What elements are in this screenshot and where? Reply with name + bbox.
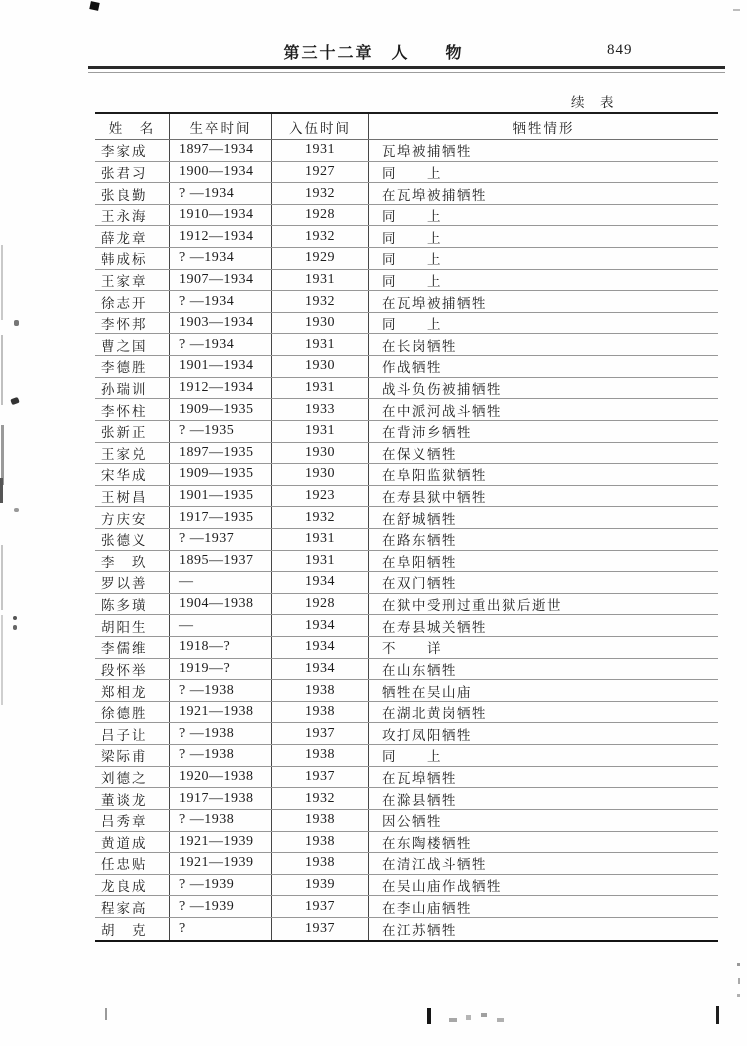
- scan-artifact: [737, 963, 740, 966]
- cell-name: 李怀柱: [101, 403, 148, 419]
- cell-enlisted: 1934: [271, 572, 368, 593]
- cell-enlisted: 1930: [271, 356, 368, 377]
- cell-enlisted: 1923: [271, 486, 368, 507]
- cell-dates: ? —1939: [169, 896, 271, 917]
- cell-fate: 在吴山庙作战牺牲: [368, 875, 718, 896]
- column-header: 姓 名: [108, 120, 156, 136]
- cell-enlisted: 1930: [271, 464, 368, 485]
- scan-artifact: [0, 478, 3, 503]
- cell-dates: ? —1938: [169, 680, 271, 701]
- page-number: 849: [607, 42, 633, 58]
- cell-name: 张君习: [101, 165, 148, 181]
- cell-name: 张良勤: [101, 187, 148, 203]
- cell-dates: 1895—1937: [169, 551, 271, 572]
- table-row: [95, 443, 718, 465]
- table-row: [95, 788, 718, 810]
- scan-artifact: [1, 245, 3, 320]
- cell-dates: —: [169, 572, 271, 593]
- cell-dates: 1919—?: [169, 659, 271, 680]
- table-row: [95, 421, 718, 443]
- column-header: 牺牲情形: [368, 114, 718, 139]
- table-row: [95, 680, 718, 702]
- cell-name: 李 玖: [101, 554, 148, 570]
- table-row: [95, 378, 718, 400]
- cell-name: 刘德之: [101, 770, 148, 786]
- cell-name: 王家兑: [101, 446, 148, 462]
- table-row: [95, 832, 718, 854]
- cell-dates: ? —1934: [169, 334, 271, 355]
- cell-fate: 在保义牺牲: [368, 443, 718, 464]
- cell-enlisted: 1931: [271, 140, 368, 161]
- cell-fate: 攻打凤阳牺牲: [368, 723, 718, 744]
- scan-artifact: [427, 1008, 431, 1024]
- cell-fate: 在双门牺牲: [368, 572, 718, 593]
- table-row: [95, 248, 718, 270]
- table-row: [95, 529, 718, 551]
- cell-name: 任忠贴: [101, 857, 148, 873]
- cell-enlisted: 1934: [271, 615, 368, 636]
- scan-artifact: [716, 1006, 719, 1024]
- cell-fate: 在瓦埠被捕牺牲: [368, 183, 718, 204]
- cell-fate: 在中派河战斗牺牲: [368, 399, 718, 420]
- table-row: [95, 810, 718, 832]
- cell-dates: ? —1934: [169, 291, 271, 312]
- cell-name: 陈多璜: [101, 598, 148, 614]
- cell-enlisted: 1931: [271, 551, 368, 572]
- cell-dates: ? —1937: [169, 529, 271, 550]
- scan-artifact: [1, 615, 3, 705]
- cell-enlisted: 1931: [271, 421, 368, 442]
- table-row: [95, 659, 718, 681]
- cell-enlisted: 1931: [271, 270, 368, 291]
- table-row: [95, 507, 718, 529]
- table-row: [95, 853, 718, 875]
- cell-fate: 在山东牺牲: [368, 659, 718, 680]
- cell-dates: ? —1934: [169, 248, 271, 269]
- cell-dates: 1897—1935: [169, 443, 271, 464]
- cell-fate: 同 上: [368, 162, 718, 183]
- cell-name: 吕子让: [101, 727, 148, 743]
- scan-artifact: [1, 425, 4, 485]
- cell-name: 徐德胜: [101, 706, 148, 722]
- cell-enlisted: 1934: [271, 659, 368, 680]
- table-row: [95, 615, 718, 637]
- table-row: [95, 637, 718, 659]
- cell-fate: 在湖北黄岗牺牲: [368, 702, 718, 723]
- table-row: [95, 551, 718, 573]
- chapter-title: 第三十二章 人 物: [283, 45, 464, 62]
- cell-dates: 1909—1935: [169, 464, 271, 485]
- table-row: [95, 723, 718, 745]
- table-row: [95, 205, 718, 227]
- cell-enlisted: 1937: [271, 723, 368, 744]
- cell-dates: 1921—1938: [169, 702, 271, 723]
- cell-name: 张德义: [101, 533, 148, 549]
- cell-dates: 1912—1934: [169, 226, 271, 247]
- cell-enlisted: 1929: [271, 248, 368, 269]
- scan-artifact: [1, 335, 3, 405]
- cell-dates: ? —1935: [169, 421, 271, 442]
- cell-name: 龙良成: [101, 879, 148, 895]
- cell-name: 李怀邦: [101, 317, 148, 333]
- cell-fate: 在狱中受刑过重出狱后逝世: [368, 594, 718, 615]
- table-row: [95, 572, 718, 594]
- scan-artifact: [1, 545, 3, 610]
- continuation-label: 续 表: [571, 95, 615, 110]
- cell-enlisted: 1932: [271, 183, 368, 204]
- cell-name: 韩成标: [101, 252, 148, 268]
- cell-dates: —: [169, 615, 271, 636]
- scan-artifact: [481, 1013, 487, 1017]
- cell-dates: 1901—1935: [169, 486, 271, 507]
- cell-name: 张新正: [101, 425, 148, 441]
- table-row: [95, 486, 718, 508]
- cell-name: 李儒维: [101, 641, 148, 657]
- cell-fate: 在李山庙牺牲: [368, 896, 718, 917]
- cell-enlisted: 1932: [271, 291, 368, 312]
- cell-fate: 同 上: [368, 248, 718, 269]
- table-header-row: [95, 114, 718, 140]
- cell-fate: 在寿县城关牺牲: [368, 615, 718, 636]
- cell-fate: 同 上: [368, 313, 718, 334]
- cell-name: 李德胜: [101, 360, 148, 376]
- cell-dates: 1921—1939: [169, 832, 271, 853]
- cell-name: 方庆安: [101, 511, 148, 527]
- cell-fate: 在江苏牺牲: [368, 918, 718, 940]
- scan-artifact: [10, 397, 20, 405]
- cell-dates: 1917—1935: [169, 507, 271, 528]
- table-row: [95, 162, 718, 184]
- cell-name: 梁际甫: [101, 749, 148, 765]
- cell-fate: 在长岗牺牲: [368, 334, 718, 355]
- cell-fate: 在寿县狱中牺牲: [368, 486, 718, 507]
- cell-enlisted: 1931: [271, 529, 368, 550]
- cell-fate: 战斗负伤被捕牺牲: [368, 378, 718, 399]
- cell-fate: 牺牲在吴山庙: [368, 680, 718, 701]
- cell-enlisted: 1938: [271, 702, 368, 723]
- cell-fate: 瓦埠被捕牺牲: [368, 140, 718, 161]
- cell-dates: 1897—1934: [169, 140, 271, 161]
- cell-enlisted: 1932: [271, 507, 368, 528]
- table-row: [95, 270, 718, 292]
- cell-fate: 在东陶楼牺牲: [368, 832, 718, 853]
- cell-name: 程家高: [101, 900, 148, 916]
- cell-dates: ? —1938: [169, 810, 271, 831]
- scan-artifact: [466, 1015, 471, 1020]
- cell-enlisted: 1937: [271, 896, 368, 917]
- cell-dates: 1909—1935: [169, 399, 271, 420]
- cell-fate: 在瓦埠牺牲: [368, 767, 718, 788]
- table-row: [95, 702, 718, 724]
- cell-fate: 因公牺牲: [368, 810, 718, 831]
- cell-name: 孙瑞训: [101, 382, 148, 397]
- scan-artifact: [737, 994, 740, 997]
- cell-dates: ? —1934: [169, 183, 271, 204]
- table-row: [95, 594, 718, 616]
- cell-fate: 在阜阳牺牲: [368, 551, 718, 572]
- cell-enlisted: 1934: [271, 637, 368, 658]
- cell-dates: 1920—1938: [169, 767, 271, 788]
- cell-dates: 1901—1934: [169, 356, 271, 377]
- cell-fate: 不 详: [368, 637, 718, 658]
- cell-enlisted: 1937: [271, 767, 368, 788]
- scan-artifact: [89, 1, 99, 11]
- cell-dates: 1921—1939: [169, 853, 271, 874]
- cell-enlisted: 1931: [271, 378, 368, 399]
- table-row: [95, 399, 718, 421]
- scan-artifact: [105, 1008, 107, 1020]
- martyrs-table: [95, 112, 718, 942]
- scan-artifact: [449, 1018, 457, 1022]
- cell-fate: 在阜阳监狱牺牲: [368, 464, 718, 485]
- cell-enlisted: 1938: [271, 680, 368, 701]
- cell-fate: 在清江战斗牺牲: [368, 853, 718, 874]
- table-row: [95, 183, 718, 205]
- table-row: [95, 896, 718, 918]
- cell-enlisted: 1938: [271, 745, 368, 766]
- cell-enlisted: 1932: [271, 788, 368, 809]
- cell-enlisted: 1937: [271, 918, 368, 940]
- cell-dates: ? —1939: [169, 875, 271, 896]
- cell-dates: 1910—1934: [169, 205, 271, 226]
- cell-dates: 1912—1934: [169, 378, 271, 399]
- cell-fate: 作战牺牲: [368, 356, 718, 377]
- cell-fate: 在瓦埠被捕牺牲: [368, 291, 718, 312]
- cell-fate: 同 上: [368, 226, 718, 247]
- cell-enlisted: 1938: [271, 810, 368, 831]
- table-row: [95, 334, 718, 356]
- cell-enlisted: 1930: [271, 443, 368, 464]
- scan-artifact: [738, 978, 740, 984]
- scan-artifact: [13, 625, 17, 630]
- cell-name: 郑相龙: [101, 684, 148, 700]
- column-header: 入伍时间: [271, 114, 368, 139]
- cell-name: 曹之国: [101, 338, 148, 354]
- scan-artifact: [14, 508, 19, 512]
- cell-enlisted: 1930: [271, 313, 368, 334]
- cell-enlisted: 1931: [271, 334, 368, 355]
- table-row: [95, 918, 718, 940]
- table-row: [95, 226, 718, 248]
- cell-name: 胡 克: [101, 922, 148, 938]
- table-row: [95, 140, 718, 162]
- cell-name: 董谈龙: [101, 792, 148, 808]
- header-rule-thick: [88, 66, 725, 69]
- table-row: [95, 291, 718, 313]
- cell-enlisted: 1938: [271, 853, 368, 874]
- cell-dates: 1907—1934: [169, 270, 271, 291]
- cell-name: 王家章: [101, 273, 148, 289]
- scan-artifact: [497, 1018, 504, 1022]
- cell-name: 黄道成: [101, 835, 148, 851]
- cell-name: 段怀举: [101, 662, 148, 678]
- cell-enlisted: 1933: [271, 399, 368, 420]
- cell-enlisted: 1938: [271, 832, 368, 853]
- cell-name: 吕秀章: [101, 814, 148, 830]
- cell-fate: 同 上: [368, 270, 718, 291]
- table-row: [95, 767, 718, 789]
- cell-dates: 1903—1934: [169, 313, 271, 334]
- cell-dates: 1918—?: [169, 637, 271, 658]
- cell-fate: 在背沛乡牺牲: [368, 421, 718, 442]
- table-row: [95, 875, 718, 897]
- cell-name: 罗以善: [101, 576, 148, 592]
- cell-fate: 在路东牺牲: [368, 529, 718, 550]
- cell-fate: 同 上: [368, 745, 718, 766]
- cell-enlisted: 1928: [271, 205, 368, 226]
- column-header: 生卒时间: [169, 114, 271, 139]
- cell-name: 王永海: [101, 209, 148, 225]
- cell-dates: ? —1938: [169, 745, 271, 766]
- cell-name: 宋华成: [101, 468, 148, 484]
- cell-dates: ? —1938: [169, 723, 271, 744]
- cell-dates: 1904—1938: [169, 594, 271, 615]
- cell-fate: 在滁县牺牲: [368, 788, 718, 809]
- cell-name: 薛龙章: [101, 230, 148, 246]
- cell-fate: 同 上: [368, 205, 718, 226]
- cell-enlisted: 1928: [271, 594, 368, 615]
- cell-name: 徐志开: [101, 295, 148, 311]
- cell-dates: ?: [169, 918, 271, 940]
- cell-enlisted: 1927: [271, 162, 368, 183]
- header-rule-thin: [88, 72, 725, 73]
- table-row: [95, 464, 718, 486]
- cell-name: 胡阳生: [101, 619, 148, 635]
- scan-artifact: [14, 320, 19, 326]
- table-row: [95, 356, 718, 378]
- cell-dates: 1917—1938: [169, 788, 271, 809]
- cell-fate: 在舒城牺牲: [368, 507, 718, 528]
- table-row: [95, 745, 718, 767]
- scan-artifact: [733, 9, 740, 11]
- scan-artifact: [13, 616, 17, 620]
- cell-enlisted: 1939: [271, 875, 368, 896]
- cell-enlisted: 1932: [271, 226, 368, 247]
- cell-name: 王树昌: [101, 490, 148, 506]
- cell-name: 李家成: [101, 144, 148, 160]
- table-row: [95, 313, 718, 335]
- cell-dates: 1900—1934: [169, 162, 271, 183]
